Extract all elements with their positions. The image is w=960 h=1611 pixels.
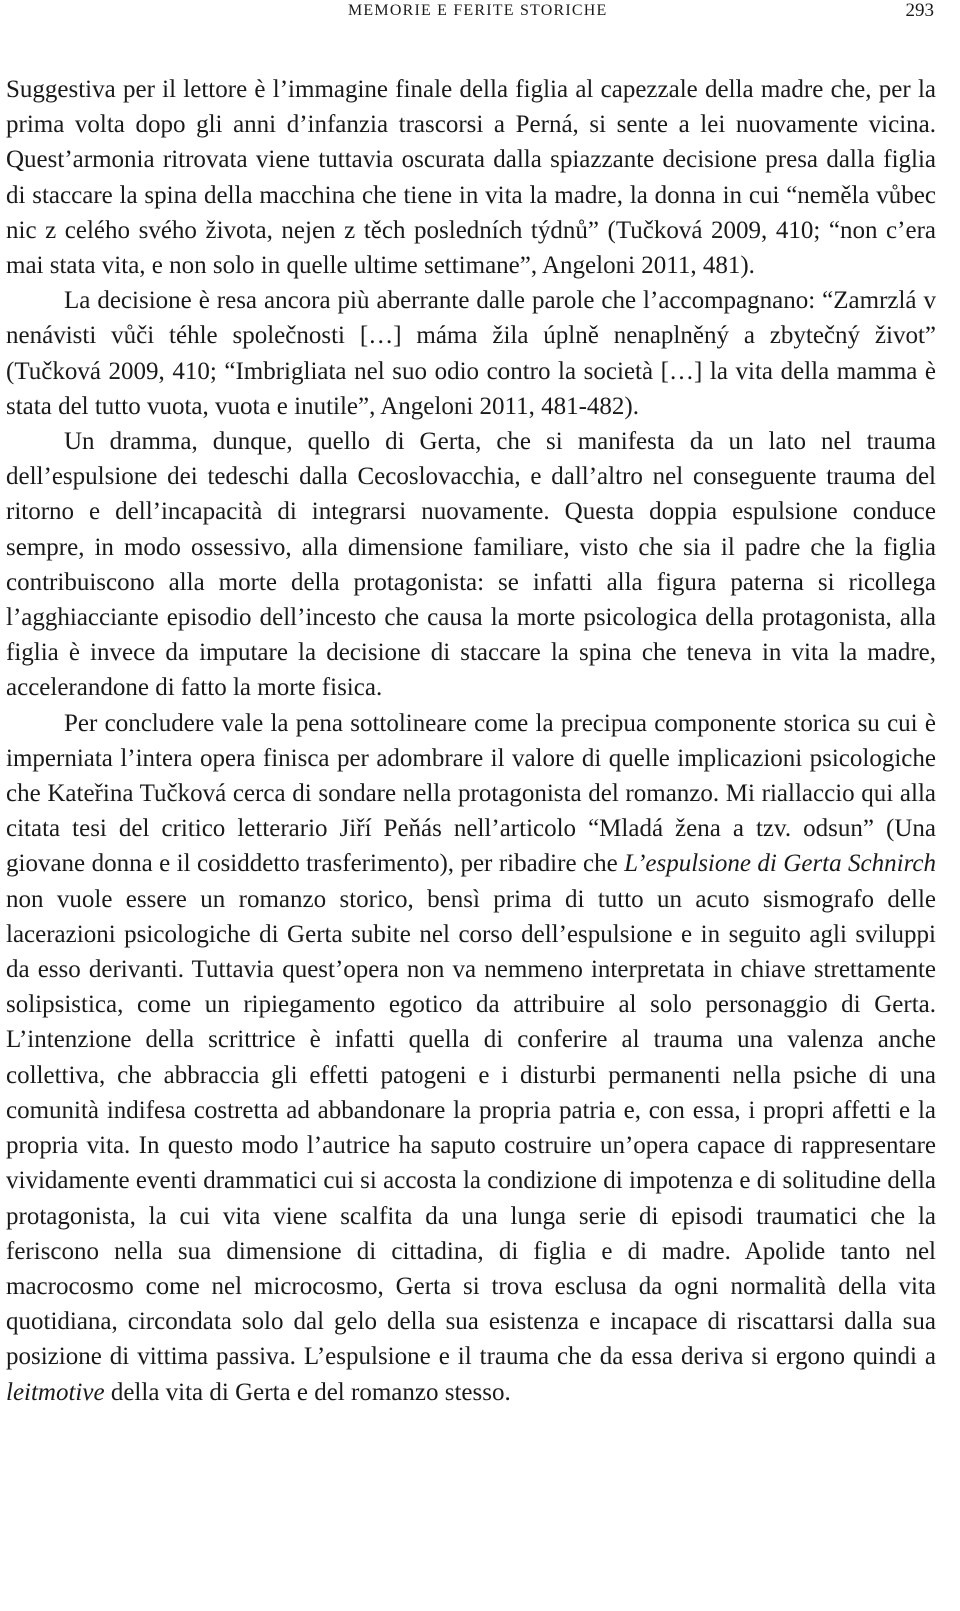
paragraph-2: La decisione è resa ancora più aberrante dalle parole che l’accompagnano: “Zamrzlá v nenávisti vůči téhle společnosti […] máma žila úplně nenaplněný a zbytečný život” (Tučková 2009, 410; “Imbrigliata nel suo odio contro la società […] la vita della mamma è stata del tutto vuota, vuota e inutile”, Angeloni 2011, 481-482).: [6, 287, 936, 420]
paragraph-3: Un dramma, dunque, quello di Gerta, che si manifesta da un lato nel trauma dell’espulsione dei tedeschi dalla Cecoslovacchia, e dall’altro nel conseguente trauma del ritorno e dell’incapacità di integrarsi nuovamente. Questa doppia espulsione conduce sempre, in modo ossessivo, alla dimensione familiare, visto che sia il padre che la figlia contribuiscono alla morte della protagonista: se infatti alla figura paterna si ricollega l’agghiacciante episodio dell’incesto che causa la morte psicologica della protagonista, alla figlia è invece da imputare la decisione di staccare la spina che teneva in vita la madre, accelerandone di fatto la morte fisica.: [6, 428, 936, 702]
page-number: 293: [905, 0, 934, 21]
book-title: L’espulsione di Gerta Schnirch: [624, 850, 936, 878]
paragraph-4: [6, 706, 936, 1410]
page-header: [0, 0, 960, 22]
body-text: [6, 72, 936, 1410]
paragraph-4-part-3: della vita di Gerta e del romanzo stesso.: [104, 1378, 511, 1406]
paragraph-4-part-1: Per concludere vale la pena sottolineare come la precipua componente storica su cui è imperniata l’intera opera finisca per adombrare il valore di quelle implicazioni psicologiche che Kateřina Tučková cerca di sondare nella protagonista del romanzo. Mi riallaccio qui alla citata tesi del critico letterario Jiří Peňás nell’articolo “Mladá žena a tzv. odsun” (Una giovane donna e il cosiddetto trasferimento), per ribadire che: [6, 709, 936, 878]
running-head: MEMORIE E FERITE STORICHE: [348, 2, 608, 19]
paragraph-1: Suggestiva per il lettore è l’immagine finale della figlia al capezzale della madre che, per la prima volta dopo gli anni d’infanzia trascorsi a Perná, si sente a lei nuovamente vicina. Quest’armonia ritrovata viene tuttavia oscurata dalla spiazzante decisione presa dalla figlia di staccare la spina della macchina che tiene in vita la madre, la donna in cui “neměla vůbec nic z celého svého života, nejen z těch posledních týdnů” (Tučková 2009, 410; “non c’era mai stata vita, e non solo in quelle ultime settimane”, Angeloni 2011, 481).: [6, 76, 936, 280]
leitmotive-term: leitmotive: [6, 1378, 105, 1406]
paragraph-4-part-2: non vuole essere un romanzo storico, bensì prima di tutto un acuto sismografo delle lacerazioni psicologiche di Gerta subite nel corso dell’espulsione e in seguito agli sviluppi da esso derivanti. Tuttavia quest’opera non va nemmeno interpretata in chiave strettamente solipsistica, come un ripiegamento egotico da attribuire al solo personaggio di Gerta. L’intenzione della scrittrice è infatti quella di conferire al trauma una valenza anche collettiva, che abbraccia gli effetti patogeni e i disturbi permanenti nella psiche di una comunità indifesa costretta ad abbandonare la propria patria e, con essa, i propri affetti e la propria vita. In questo modo l’autrice ha saputo costruire un’opera capace di rappresentare vividamente eventi drammatici cui si accosta la condizione di impotenza e di solitudine della protagonista, la cui vita viene scalfita da una lunga serie di episodi traumatici che la feriscono nella sua dimensione di cittadina, di figlia e di madre. Apolide tanto nel macrocosmo come nel microcosmo, Gerta si trova esclusa da ogni normalità della vita quotidiana, circondata solo dal gelo della sua esistenza e incapace di riscattarsi dalla sua posizione di vittima passiva. L’espulsione e il trauma che da essa deriva si ergono quindi a: [6, 885, 936, 1371]
